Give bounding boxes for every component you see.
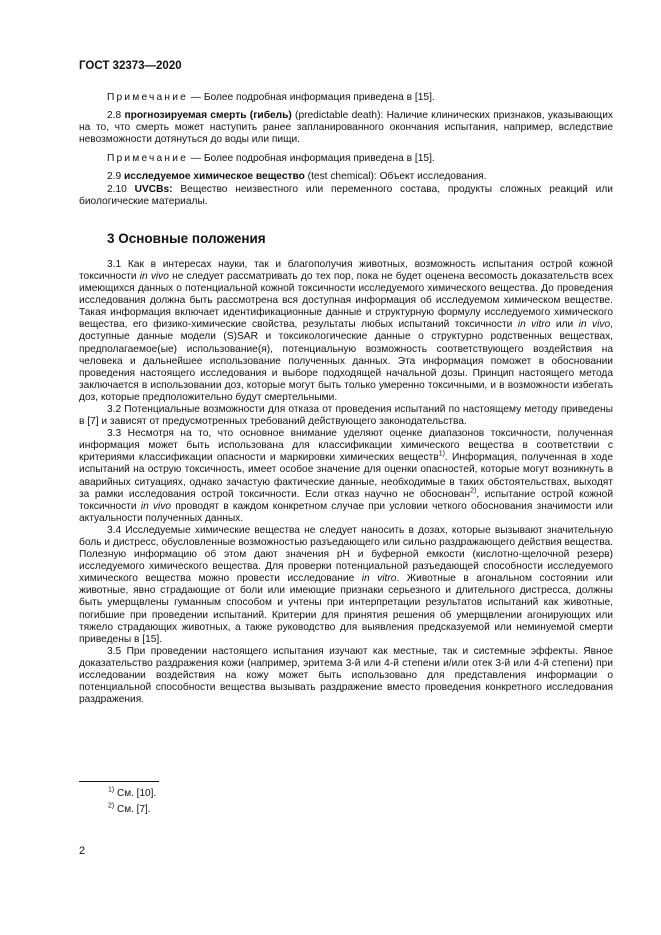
- italic-term: in vivo: [139, 270, 169, 282]
- text-run: 3.4 Исследуемые химические вещества не следует наносить в дозах, которые вызывают значительную боль и дистресс, обусловленные возможностью разъедающего или сильно раздражающего действия вещества. Полезную информацию об этом дают значения pH и буферной емкости (кислотно-щелочной резерв) исследуемого химического вещества. Для проверки потенциальной разъедающей способности исследуемого химического вещества можно провести исследование: [79, 524, 614, 585]
- def-text: Наличие клинических признаков, указывающих на то, что смерть может наступить ранее запланированного окончания испытания, например, вследствие невозможности дотянуться до воды или пищи.: [79, 110, 613, 146]
- footnote-text: См. [7].: [114, 804, 151, 815]
- def-text: Вещество неизвестного или переменного состава, продукты сложных реакций или биологические материалы.: [79, 183, 613, 207]
- note-label: Примечание: [107, 92, 188, 103]
- text-run: , испытание острой кожной токсичности: [79, 488, 614, 512]
- italic-term: in vivo: [140, 500, 172, 512]
- paragraph-3-1: [79, 259, 613, 404]
- def-term-en: (test chemical):: [304, 171, 377, 183]
- document-header: ГОСТ 32373—2020: [79, 60, 182, 72]
- text-run: не следует рассматривать до тех пор, пока не будет оценена весомость доказательств всех имеющихся данных о потенциальной кожной токсичности исследуемого химического вещества. До проведения исследования должна быть рассмотрена вся доступная информация об исследуемом химическом веществе. Такая информация включает идентификационные данные и структурную формулу исследуемого химического вещества, его физико-химические свойства, результаты любых испытаний токсичности: [79, 270, 613, 331]
- paragraph-3-4: [79, 525, 613, 646]
- text-run: . Животные в агональном состоянии или животные, явно страдающие от боли или имеющие признаки серьезного и длительного дистресса, должны быть умерщвлены гуманным способом и учтены при интерпретации результатов испытаний как животные, погибшие при проведении испытаний. Критерии для принятия решения об умерщвлении агонирующих или тяжело страдающих животных, а также руководство для выявления предсказуемой или неминуемой смерти приведены в [15].: [79, 573, 613, 645]
- page-body: [79, 92, 613, 706]
- footnote-1: [108, 788, 156, 799]
- page-number: 2: [79, 845, 86, 857]
- def-term: исследуемое химическое вещество: [124, 171, 305, 183]
- paragraph-3-5: 3.5 При проведении настоящего испытания изучают как местные, так и системные эффекты. Явное доказательство раздражения кожи (например, эритема 3-й или 4-й степени и/или отек 3-й или 4-й степени) при исследовании воздействия на кожу может быть использовано для представления информации о потенциальной способности вещества вызывать раздражение вместо проведения конкретного исследования раздражения.: [79, 645, 613, 706]
- def-term-en: (predictable death):: [291, 110, 384, 122]
- paragraph-3-3: [79, 428, 613, 525]
- definition-2-8: [79, 110, 613, 146]
- text-run: 3.3 Несмотря на то, что основное внимание уделяют оценке диапазонов токсичности, полученная информация может быть использована для классификации химического вещества в соответствии с критериями классификации опасности и маркировки химических веществ: [79, 428, 613, 464]
- footnote-mark: 1): [108, 786, 115, 794]
- def-number: 2.8: [107, 110, 122, 122]
- note-1: [107, 92, 613, 104]
- text-run: проводят в каждом конкретном случае при условии четкого обоснования значимости или актуальности полученных данных.: [79, 500, 613, 524]
- italic-term: in vivo: [578, 319, 611, 331]
- footnote-2: [108, 804, 151, 815]
- italic-term: in vitro: [517, 319, 551, 331]
- italic-term: in vitro: [361, 573, 397, 585]
- footnote-text: См. [10].: [114, 788, 157, 799]
- def-term: UVCBs:: [134, 183, 173, 195]
- note-label: Примечание: [107, 153, 188, 165]
- definition-2-9: [79, 171, 613, 183]
- def-term: прогнозируемая смерть (гибель): [124, 110, 292, 122]
- note-text: — Более подробная информация приведена в [15].: [187, 153, 435, 165]
- section-3-title: 3 Основные положения: [107, 230, 266, 246]
- text-run: , доступные данные модели (S)SAR и токсикологические данные о структурно родственных веществах, предполагаемое(ые) использование(я), потенциальную возможность соответствующего воздействия на человека и дальнейшее использование полученных данных. Эта информация поможет в обосновании проведения настоящего исследования и выборе подходящей начальной дозы. Принцип настоящего метода заключается в использовании доз, которые могут быть только умеренно токсичными, и в возможности избегать доз, которые предположительно будут смертельными.: [79, 319, 613, 403]
- text-run: 3.1 Как в интересах науки, так и благополучия животных, возможность испытания острой кожной токсичности: [79, 258, 613, 282]
- definition-2-10: [79, 184, 613, 208]
- note-2: [107, 153, 613, 165]
- def-number: 2.10: [107, 183, 127, 195]
- def-text: Объект исследования.: [376, 171, 487, 183]
- text-run: . Информация, полученная в ходе испытаний на острую токсичность, имеет особое значение для оценки опасностей, которые могут возникнуть в аварийных ситуациях, однако зачастую фактические данные, необходимые в таких обстоятельствах, выходят за рамки исследования острой токсичности. Если отказ научно не обоснован: [79, 452, 613, 500]
- footnote-mark: 2): [108, 802, 115, 810]
- footnote-divider: [79, 781, 159, 782]
- note-text: — Более подробная информация приведена в [15].: [187, 92, 435, 103]
- paragraph-3-2: 3.2 Потенциальные возможности для отказа от проведения испытаний по настоящему методу приведены в [7] и зависят от предусмотренных требований действующего законодательства.: [79, 403, 613, 428]
- footnote-ref: 1): [438, 450, 445, 458]
- text-run: или: [550, 319, 579, 331]
- footnote-ref: 2): [470, 487, 477, 495]
- def-number: 2.9: [107, 171, 122, 183]
